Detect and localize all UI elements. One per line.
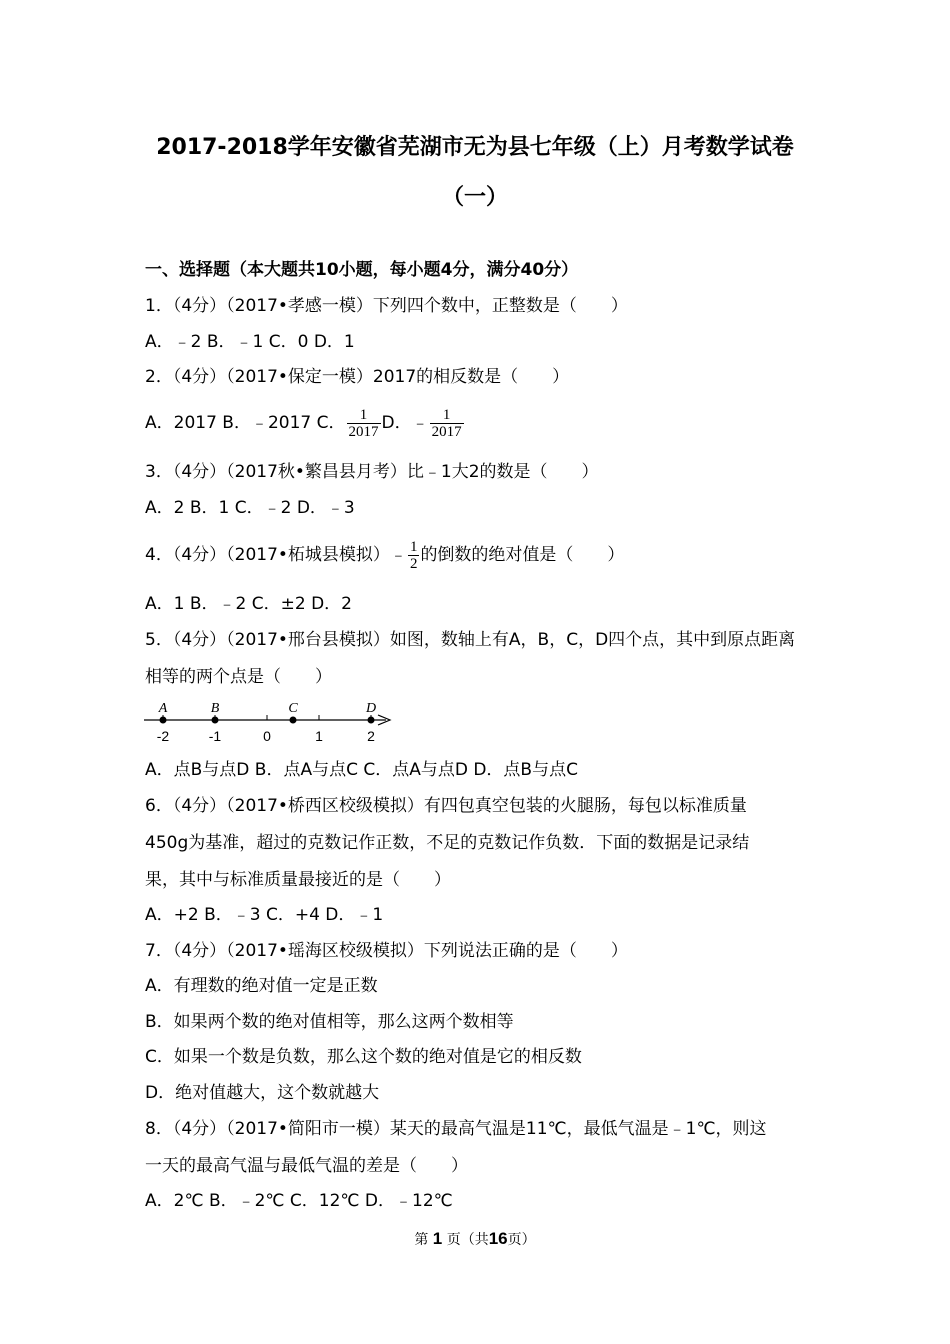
- footer-total-pages: 16: [488, 1229, 508, 1248]
- question-5-stem-line1: 5．（4分）（2017•邢台县模拟）如图，数轴上有A，B，C，D四个点，其中到原点距离: [145, 630, 796, 650]
- point-d: [368, 717, 375, 724]
- number-line-ticks: [157, 715, 375, 744]
- number-line-figure: [140, 698, 400, 746]
- question-1-stem: 1．（4分）（2017•孝感一模）下列四个数中，正整数是（ ）: [145, 296, 628, 316]
- fraction-denominator: 2: [409, 555, 418, 572]
- question-7-option-d: D．绝对值越大，这个数就越大: [145, 1083, 380, 1103]
- fraction-numerator: 1: [409, 538, 418, 555]
- question-5-options: A．点B与点D B．点A与点C C．点A与点D D．点B与点C: [145, 760, 578, 780]
- point-label: B: [210, 701, 220, 716]
- fraction-numerator: 1: [442, 406, 451, 423]
- footer-prefix: 第: [414, 1232, 429, 1248]
- page-footer: [0, 1229, 950, 1250]
- point-label: A: [158, 701, 168, 716]
- question-2-option-d-prefix: D．﹣: [381, 413, 429, 433]
- question-7-stem: 7．（4分）（2017•瑶海区校级模拟）下列说法正确的是（ ）: [145, 941, 628, 961]
- point-label: C: [288, 701, 298, 716]
- question-8-stem-line1: 8．（4分）（2017•简阳市一模）某天的最高气温是11℃，最低气温是﹣1℃，则这: [145, 1119, 767, 1139]
- footer-page-number: 1: [432, 1229, 443, 1248]
- point-c: [290, 717, 297, 724]
- footer-middle: 页（共: [446, 1232, 489, 1248]
- question-2-stem: 2．（4分）（2017•保定一模）2017的相反数是（ ）: [145, 367, 570, 387]
- fraction-one-half: [408, 539, 420, 572]
- question-7-option-b: B．如果两个数的绝对值相等，那么这两个数相等: [145, 1012, 514, 1032]
- question-4-stem: [145, 538, 810, 572]
- point-b: [212, 717, 219, 724]
- question-1-options: A．﹣2 B．﹣1 C．0 D．1: [145, 332, 355, 352]
- question-6-stem-line2: 450g为基准，超过的克数记作正数，不足的克数记作负数．下面的数据是记录结: [145, 833, 750, 853]
- question-2-option-ab: A．2017 B．﹣2017 C．: [145, 413, 346, 433]
- fraction-denominator: 2017: [431, 423, 462, 440]
- question-4-options: A．1 B．﹣2 C．±2 D．2: [145, 594, 352, 614]
- footer-suffix: 页）: [507, 1232, 536, 1248]
- fraction-denominator: 2017: [348, 423, 379, 440]
- fraction-option-c: [347, 407, 381, 440]
- question-6-stem-line1: 6．（4分）（2017•桥西区校级模拟）有四包真空包装的火腿肠，每包以标准质量: [145, 796, 747, 816]
- question-6-stem-line3: 果，其中与标准质量最接近的是（ ）: [145, 870, 451, 890]
- question-3-stem: 3．（4分）（2017秋•繁昌县月考）比﹣1大2的数是（ ）: [145, 462, 599, 482]
- point-label: D: [365, 701, 377, 716]
- tick-label: 2: [367, 728, 375, 744]
- question-4-stem-suffix: 的倒数的绝对值是（ ）: [420, 545, 625, 565]
- exam-title-subtitle: （一）: [441, 185, 508, 210]
- exam-title: 2017-2018学年安徽省芜湖市无为县七年级（上）月考数学试卷: [156, 135, 794, 160]
- tick-label: -2: [156, 728, 170, 744]
- question-7-option-c: C．如果一个数是负数，那么这个数的绝对值是它的相反数: [145, 1047, 582, 1067]
- question-7-option-a: A．有理数的绝对值一定是正数: [145, 976, 378, 996]
- tick-label: -1: [208, 728, 222, 744]
- question-8-stem-line2: 一天的最高气温与最低气温的差是（ ）: [145, 1156, 468, 1176]
- fraction-numerator: 1: [359, 406, 368, 423]
- question-3-options: A．2 B．1 C．﹣2 D．﹣3: [145, 498, 355, 518]
- point-a: [160, 717, 167, 724]
- question-6-options: A．+2 B．﹣3 C．+4 D．﹣1: [145, 905, 384, 925]
- fraction-option-d: [430, 407, 464, 440]
- tick-label: 1: [315, 728, 323, 744]
- question-8-options: A．2℃ B．﹣2℃ C．12℃ D．﹣12℃: [145, 1191, 453, 1211]
- tick-label: 0: [263, 728, 271, 744]
- question-5-stem-line2: 相等的两个点是（ ）: [145, 667, 332, 687]
- section-heading: 一、选择题（本大题共10小题，每小题4分，满分40分）: [145, 260, 579, 280]
- question-4-stem-prefix: 4．（4分）（2017•柘城县模拟）﹣: [145, 545, 407, 565]
- question-2-options: [145, 406, 810, 440]
